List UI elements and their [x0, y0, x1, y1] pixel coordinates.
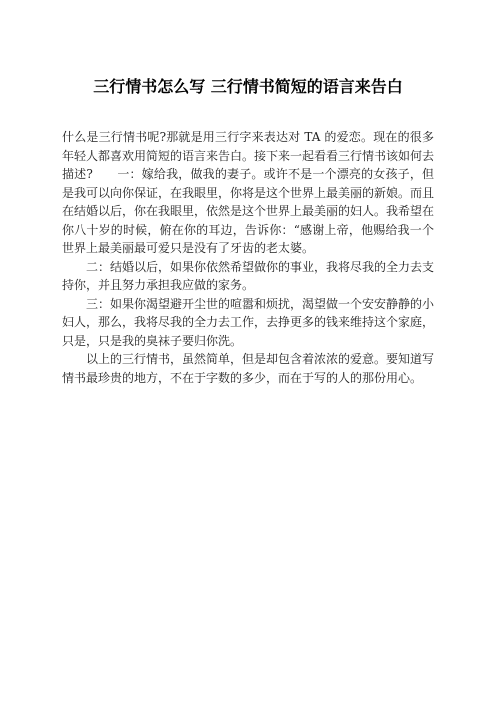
- document-body: [62, 128, 434, 387]
- paragraph-three: 三：如果你渴望避开尘世的喧嚣和烦扰，渴望做一个安安静静的小妇人，那么，我将尽我的全力去工作，去挣更多的钱来维持这个家庭，只是，只是我的臭袜子要归你洗。: [62, 296, 435, 348]
- document-title: 三行情书怎么写 三行情书简短的语言来告白: [93, 77, 403, 96]
- paragraph-intro: 什么是三行情书呢?那就是用三行字来表达对 TA 的爱恋。现在的很多年轻人都喜欢用简短的语言来告白。接下来一起看看三行情书该如何去描述? 一：嫁给我，做我的妻子。或许不是一个漂亮的女孩子，但是我可以向你保证，在我眼里，你将是这个世界上最美丽的新娘。而且在结婚以后，你在我眼里，依然是这个世界上最美丽的妇人。我希望在你八十岁的时候，俯在你的耳边，告诉你：“感谢上帝，他赐给我一个世界上最美丽最可爱只是没有了牙齿的老太婆。: [62, 130, 435, 255]
- paragraph-conclusion: 以上的三行情书，虽然简单，但是却包含着浓浓的爱意。要知道写情书最珍贵的地方，不在于字数的多少，而在于写的人的那份用心。: [62, 352, 435, 385]
- paragraph-two: 二：结婚以后，如果你依然希望做你的事业，我将尽我的全力去支持你，并且努力承担我应做的家务。: [62, 259, 435, 292]
